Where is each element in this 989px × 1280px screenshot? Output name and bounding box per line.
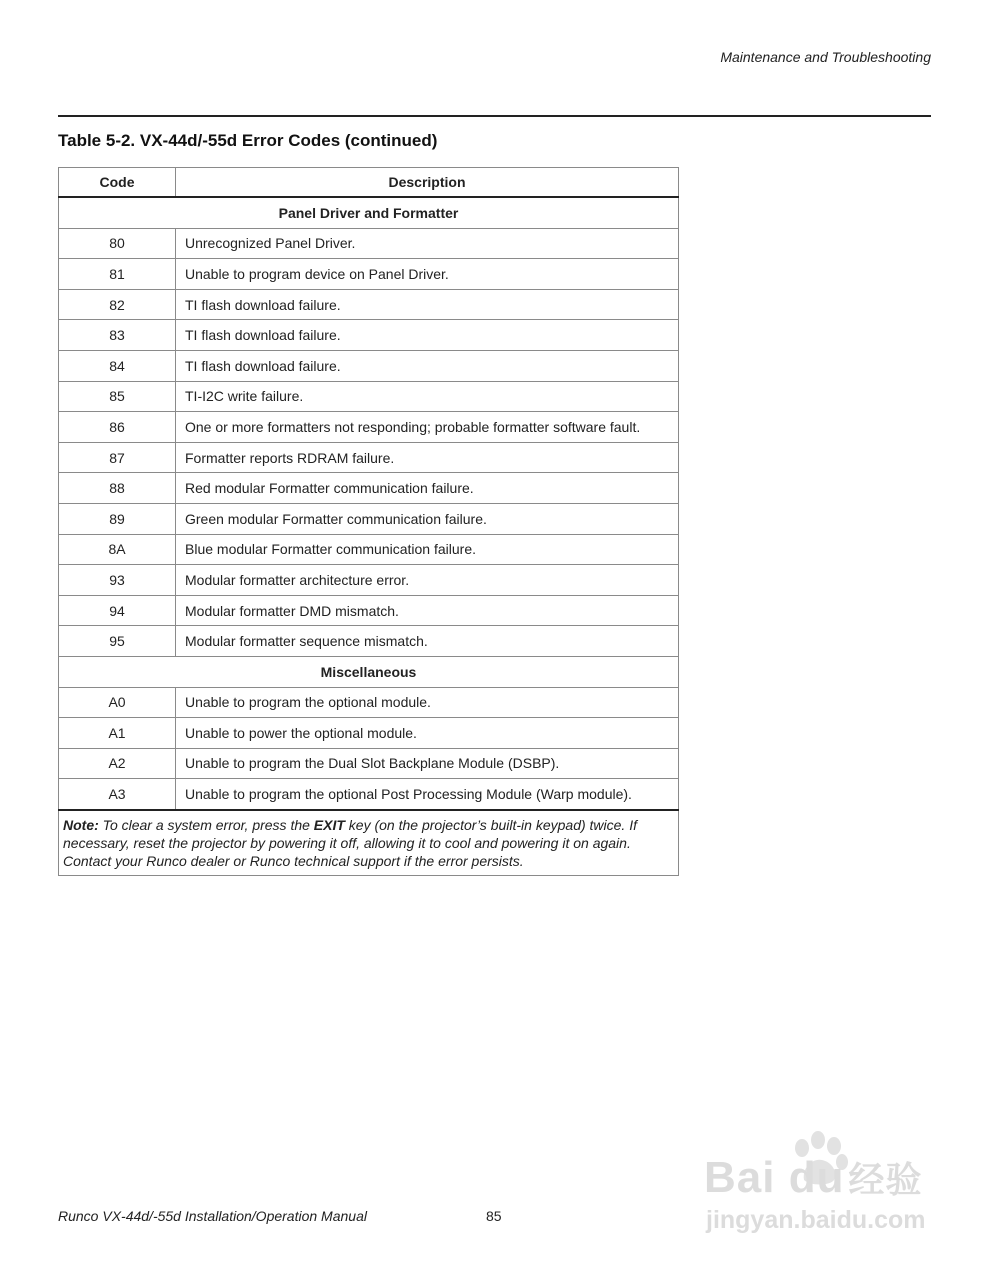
error-description: TI flash download failure. bbox=[176, 289, 679, 320]
error-description: Modular formatter DMD mismatch. bbox=[176, 595, 679, 626]
error-code: A3 bbox=[59, 779, 176, 810]
error-code: 89 bbox=[59, 503, 176, 534]
error-codes-table-wrapper bbox=[58, 167, 679, 876]
error-description: TI flash download failure. bbox=[176, 350, 679, 381]
table-row bbox=[59, 412, 679, 443]
error-description: Blue modular Formatter communication failure. bbox=[176, 534, 679, 565]
error-code: 8A bbox=[59, 534, 176, 565]
error-code: A1 bbox=[59, 718, 176, 749]
table-row bbox=[59, 473, 679, 504]
note-key: EXIT bbox=[313, 816, 345, 833]
table-row bbox=[59, 350, 679, 381]
table-row bbox=[59, 626, 679, 657]
error-code: 85 bbox=[59, 381, 176, 412]
error-code: 86 bbox=[59, 412, 176, 443]
error-code: 93 bbox=[59, 565, 176, 596]
error-code: 95 bbox=[59, 626, 176, 657]
error-description: TI-I2C write failure. bbox=[176, 381, 679, 412]
watermark-brand-latin: Bai du bbox=[704, 1153, 845, 1202]
table-row bbox=[59, 289, 679, 320]
table-title: Table 5-2. VX-44d/-55d Error Codes (continued) bbox=[58, 131, 438, 150]
error-description: Unable to power the optional module. bbox=[176, 718, 679, 749]
table-row bbox=[59, 565, 679, 596]
error-description: Formatter reports RDRAM failure. bbox=[176, 442, 679, 473]
error-description: Unable to program the optional Post Processing Module (Warp module). bbox=[176, 779, 679, 810]
table-row bbox=[59, 228, 679, 259]
section-row bbox=[59, 656, 679, 687]
note-row bbox=[59, 810, 679, 876]
table-row bbox=[59, 779, 679, 810]
footer-manual-title: Runco VX-44d/-55d Installation/Operation Manual bbox=[58, 1208, 367, 1224]
error-code: 94 bbox=[59, 595, 176, 626]
error-description: Red modular Formatter communication failure. bbox=[176, 473, 679, 504]
note-text-before: To clear a system error, press the bbox=[98, 816, 314, 833]
error-code: 81 bbox=[59, 259, 176, 290]
watermark-brand-cn: 经验 bbox=[848, 1159, 923, 1200]
header-description: Description bbox=[176, 168, 679, 198]
error-description: Unrecognized Panel Driver. bbox=[176, 228, 679, 259]
error-description: Modular formatter architecture error. bbox=[176, 565, 679, 596]
error-description: Unable to program device on Panel Driver. bbox=[176, 259, 679, 290]
table-row bbox=[59, 503, 679, 534]
table-header-row bbox=[59, 168, 679, 198]
section-title: Panel Driver and Formatter bbox=[59, 197, 679, 228]
error-code: 84 bbox=[59, 350, 176, 381]
header-code: Code bbox=[59, 168, 176, 198]
error-code: 83 bbox=[59, 320, 176, 351]
baidu-watermark bbox=[700, 1130, 935, 1240]
error-description: Green modular Formatter communication failure. bbox=[176, 503, 679, 534]
error-code: A0 bbox=[59, 687, 176, 718]
note-label: Note: bbox=[63, 816, 99, 833]
section-row bbox=[59, 197, 679, 228]
table-row bbox=[59, 687, 679, 718]
error-description: TI flash download failure. bbox=[176, 320, 679, 351]
error-description: Unable to program the optional module. bbox=[176, 687, 679, 718]
error-code: A2 bbox=[59, 748, 176, 779]
table-row bbox=[59, 595, 679, 626]
section-title: Miscellaneous bbox=[59, 656, 679, 687]
table-row bbox=[59, 320, 679, 351]
table-row bbox=[59, 259, 679, 290]
table-row bbox=[59, 381, 679, 412]
table-note bbox=[59, 810, 679, 876]
table-body bbox=[59, 197, 679, 875]
header-rule bbox=[58, 115, 931, 117]
watermark-url: jingyan.baidu.com bbox=[706, 1206, 926, 1234]
error-code: 88 bbox=[59, 473, 176, 504]
section-header: Maintenance and Troubleshooting bbox=[720, 49, 931, 65]
note-text-after: key (on the projector’s built-in keypad) twice. If necessary, reset the projector by powering it off, allowing it to cool and powering it on again. Contact your Runco dealer or Runco technical support if the error persists. bbox=[63, 816, 637, 869]
page-number: 85 bbox=[486, 1208, 502, 1224]
error-description: One or more formatters not responding; probable formatter software fault. bbox=[176, 412, 679, 443]
error-description: Unable to program the Dual Slot Backplane Module (DSBP). bbox=[176, 748, 679, 779]
table-row bbox=[59, 534, 679, 565]
table-row bbox=[59, 748, 679, 779]
watermark-brand bbox=[704, 1152, 922, 1203]
error-description: Modular formatter sequence mismatch. bbox=[176, 626, 679, 657]
table-row bbox=[59, 442, 679, 473]
table-row bbox=[59, 718, 679, 749]
error-code: 82 bbox=[59, 289, 176, 320]
error-codes-table bbox=[58, 167, 679, 876]
error-code: 80 bbox=[59, 228, 176, 259]
error-code: 87 bbox=[59, 442, 176, 473]
